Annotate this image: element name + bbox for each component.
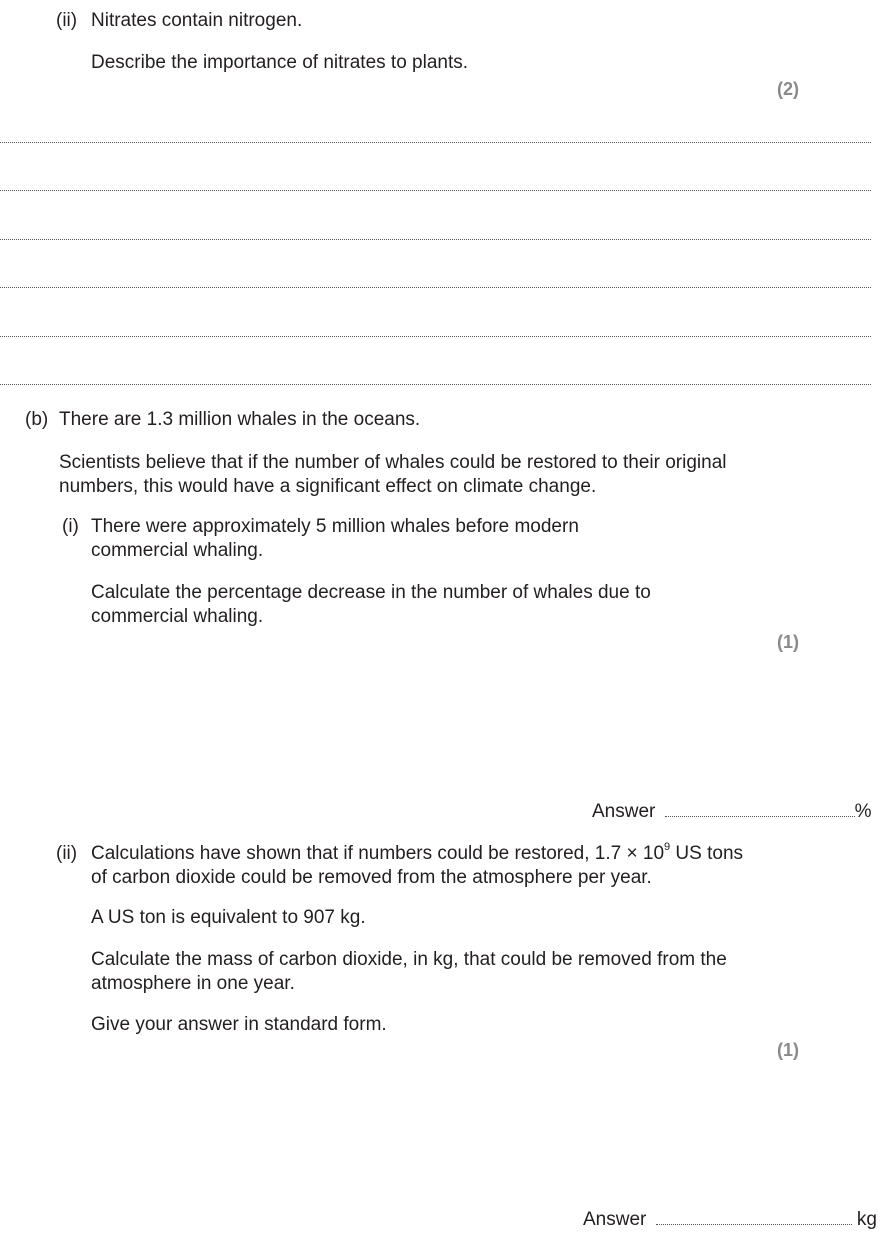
answer-blank[interactable] <box>656 1210 852 1225</box>
info-text-start: Calculations have shown that if numbers could be restored, 1.7 <box>91 843 622 864</box>
context-text-line-2: numbers, this would have a significant effect on climate change. <box>59 476 597 497</box>
info-text-line-2: of carbon dioxide could be removed from the atmosphere per year. <box>91 867 652 888</box>
question-text: Describe the importance of nitrates to plants. <box>91 52 469 73</box>
power-base: 10 <box>642 843 665 864</box>
statement-text: Nitrates contain nitrogen. <box>91 10 303 31</box>
marks-label: (1) <box>777 632 799 652</box>
answer-row-kg <box>583 1208 877 1232</box>
answer-label: Answer <box>583 1209 647 1230</box>
info-text-end: US tons <box>675 843 744 864</box>
context-text-line-1: Scientists believe that if the number of whales could be restored to their original <box>59 452 727 473</box>
question-text-line-1: Calculate the mass of carbon dioxide, in kg, that could be removed from the <box>91 949 727 970</box>
question-number-b-ii: (ii) <box>56 843 78 864</box>
answer-line-5[interactable] <box>0 336 871 337</box>
marks-label: (1) <box>777 1040 799 1060</box>
marks-label: (2) <box>777 79 799 99</box>
info-text-line-1: There were approximately 5 million whales before modern <box>91 516 579 537</box>
question-text-line-1: Calculate the percentage decrease in the number of whales due to <box>91 582 651 603</box>
question-number-b: (b) <box>25 409 49 430</box>
answer-line-4[interactable] <box>0 287 871 288</box>
answer-line-2[interactable] <box>0 190 871 191</box>
instruction-text: Give your answer in standard form. <box>91 1014 387 1035</box>
answer-unit: kg <box>856 1209 877 1230</box>
answer-line-6[interactable] <box>0 384 871 385</box>
info-text-line-2: commercial whaling. <box>91 540 264 561</box>
question-text-line-2: atmosphere in one year. <box>91 973 295 994</box>
answer-blank[interactable] <box>665 802 855 817</box>
info-text-line-1 <box>91 842 743 866</box>
intro-text: There are 1.3 million whales in the oceans. <box>59 409 421 430</box>
question-number-a-ii: (ii) <box>56 10 78 31</box>
question-text-line-2: commercial whaling. <box>91 606 264 627</box>
question-number-b-i: (i) <box>62 516 79 537</box>
answer-row-percent <box>592 800 872 824</box>
equivalence-text: A US ton is equivalent to 907 kg. <box>91 907 366 928</box>
answer-line-1[interactable] <box>0 142 871 143</box>
answer-label: Answer <box>592 801 656 822</box>
answer-unit: % <box>854 801 872 822</box>
times-symbol: × <box>626 843 638 864</box>
power-exponent: 9 <box>664 840 671 853</box>
answer-line-3[interactable] <box>0 239 871 240</box>
